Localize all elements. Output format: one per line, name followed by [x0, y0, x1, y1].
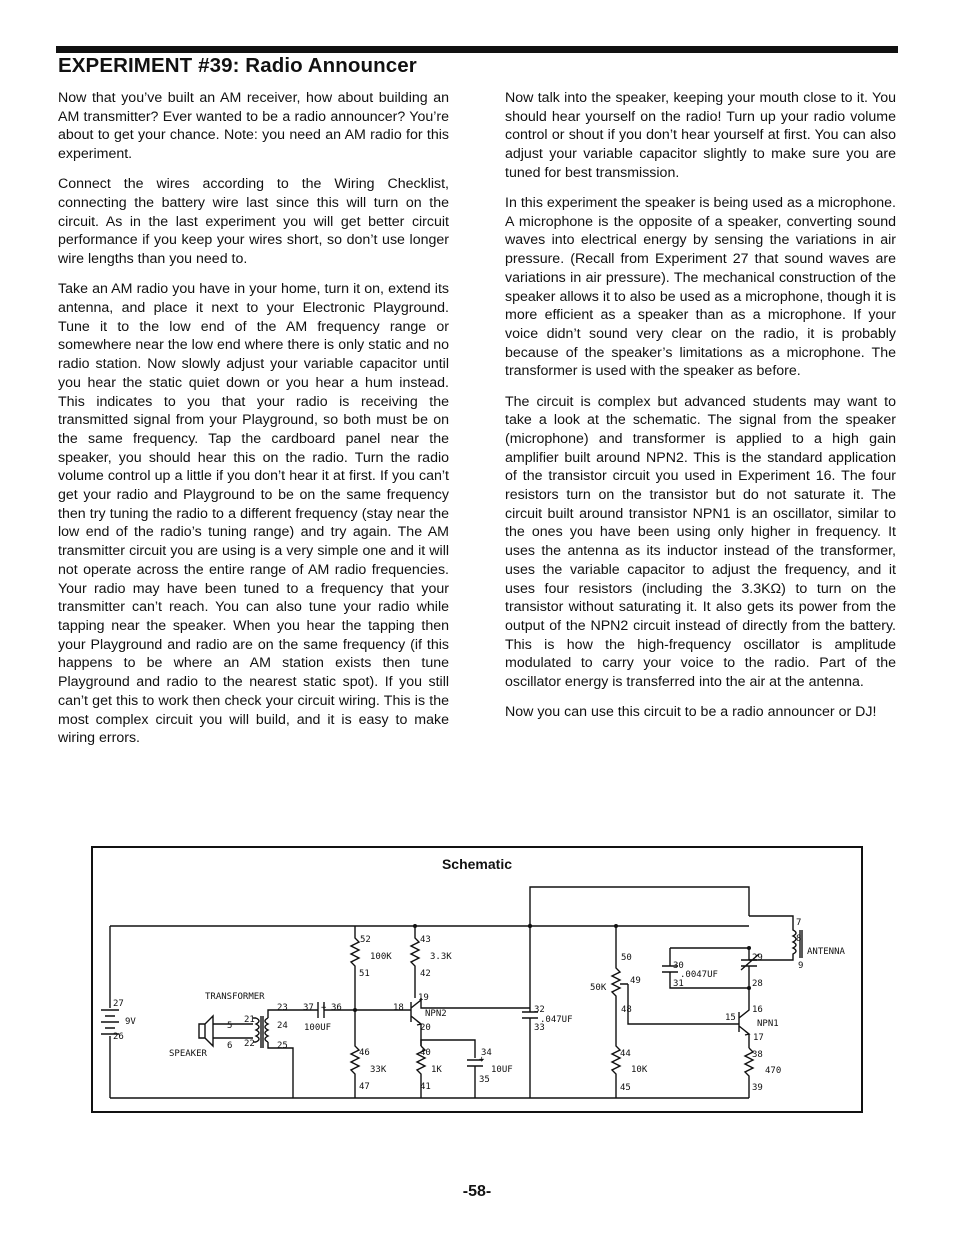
- paragraph: In this experiment the speaker is being used as a microphone. A microphone is the opposite of a speaker, converting sound waves into electrical energy by sensing the variations in air pressure. (Recall from Experiment 27 that sound waves are variations in air pressure). The mechanical construction of the speaker allows it to also be used as a microphone, though it is more efficient as a speaker than as a microphone. If your voice didn’t sound very clear on the radio, it is probably because of the speaker’s limitations as a microphone. The transformer is used with the speaker as before.: [505, 195, 896, 380]
- label: 27: [113, 999, 124, 1009]
- label: 42: [420, 969, 431, 979]
- label: 45: [620, 1083, 631, 1093]
- label: 10K: [631, 1065, 648, 1075]
- resistor-r44: [612, 1024, 620, 1098]
- label: 46: [359, 1048, 370, 1058]
- antenna-label: ANTENNA: [807, 947, 845, 957]
- resistor-r46: [351, 1010, 359, 1098]
- label: 5: [227, 1021, 233, 1031]
- transformer-icon: [256, 1016, 268, 1048]
- label: 19: [418, 993, 429, 1003]
- paragraph: Now that you’ve built an AM receiver, how about building an AM transmitter? Ever wanted to be a radio announcer? You’re about to get your chance. Note: you need an AM radio for this experiment.: [58, 90, 449, 163]
- schematic-diagram: [93, 848, 861, 1111]
- speaker-label: SPEAKER: [169, 1049, 207, 1059]
- label: 38: [752, 1050, 763, 1060]
- speaker-icon: [199, 1016, 213, 1046]
- label: 22: [244, 1039, 255, 1049]
- label: 50K: [590, 983, 607, 993]
- right-column: [505, 89, 896, 734]
- label: 100K: [370, 952, 392, 962]
- label: 9V: [125, 1017, 136, 1027]
- label: 37: [303, 1003, 314, 1013]
- label: 17: [753, 1033, 764, 1043]
- label: 7: [796, 918, 802, 928]
- label: +: [479, 1055, 485, 1065]
- label: 1K: [431, 1065, 442, 1075]
- junction-dot: [413, 924, 417, 928]
- label: 49: [630, 976, 641, 986]
- paragraph: Take an AM radio you have in your home, turn it on, extend its antenna, and place it next to your Electronic Playground. Tune it to the low end of the AM frequency range or somewhere near the low end where there is only static and no radio station. Now slowly adjust your variable capacitor until you hear the static quiet down or you hear a hum instead. This indicates to you that your radio is receiving the transmitted signal from your Playground, so both must be on the same frequency. Tap the cardboard panel near the speaker, you should hear this on the radio. Turn the radio volume control up a little if you don’t hear it at first. If you can’t get your radio and Playground to be on the same frequency then try tuning the radio to a different frequency (stay near the low end of the radio’s tuning range) and try again. The AM transmitter circuit you are using is a very simple one and it will not operate across the entire range of AM radio frequencies. Your radio may have been tuned to a frequency that your transmitter can’t reach. You can also tune your radio while tapping near the speaker. When you hear the tapping then your Playground and radio are on the same frequency (if this happens to be where an AM station exists then tune Playground and radio to the nearest static spot). If you still can’t get this to work then check your circuit wiring. This is the most complex circuit you will build, and it is easy to make wiring errors.: [58, 281, 449, 747]
- label: 32: [534, 1005, 545, 1015]
- schematic-title: Schematic: [441, 856, 513, 872]
- label: 470: [765, 1066, 782, 1076]
- junction-dot: [528, 924, 532, 928]
- paragraph: Now you can use this circuit to be a radio announcer or DJ!: [505, 704, 877, 721]
- label: 3.3K: [430, 952, 452, 962]
- label: 16: [752, 1005, 763, 1015]
- npn1-symbol: [739, 1008, 749, 1048]
- label: .0047UF: [680, 970, 718, 980]
- label: NPN1: [757, 1019, 779, 1029]
- label: 33: [534, 1023, 545, 1033]
- label: 48: [621, 1005, 632, 1015]
- page-number: -58-: [462, 1183, 492, 1200]
- upper-rail: [530, 887, 749, 926]
- label: 18: [393, 1003, 404, 1013]
- label: 39: [752, 1083, 763, 1093]
- page-title: EXPERIMENT #39: Radio Announcer: [58, 54, 417, 77]
- label: .047UF: [540, 1015, 573, 1025]
- label: 47: [359, 1082, 370, 1092]
- label: 41: [420, 1082, 431, 1092]
- pot-wiper: [628, 984, 739, 1024]
- junction-dot: [614, 924, 618, 928]
- label: 21: [244, 1015, 255, 1025]
- label: 30: [673, 961, 684, 971]
- label: 10UF: [491, 1065, 513, 1075]
- label: 20: [420, 1023, 431, 1033]
- label: 34: [481, 1048, 492, 1058]
- junction-dot: [747, 986, 751, 990]
- label: 26: [113, 1032, 124, 1042]
- label: 51: [359, 969, 370, 979]
- battery-icon: [101, 1010, 119, 1034]
- label: +: [321, 1003, 327, 1013]
- schematic-figure: [91, 846, 863, 1113]
- transformer-label: TRANSFORMER: [205, 992, 265, 1002]
- label: NPN2: [425, 1009, 447, 1019]
- label: 6: [227, 1041, 233, 1051]
- top-rule: [56, 46, 898, 53]
- label: 44: [620, 1049, 631, 1059]
- left-column: [58, 89, 449, 759]
- label: 24: [277, 1021, 288, 1031]
- label: 35: [479, 1075, 490, 1085]
- label: 52: [360, 935, 371, 945]
- paragraph: Connect the wires according to the Wiring Checklist, connecting the battery wire last since this will turn on the circuit. As in the last experiment you will get better circuit performance if you keep your wires short, so don’t use longer wire lengths than you need to.: [58, 176, 449, 268]
- resistor-r43: [411, 926, 419, 998]
- label: 50: [621, 953, 632, 963]
- label: 31: [673, 979, 684, 989]
- paragraph: The circuit is complex but advanced students may want to take a look at the schematic. The signal from the speaker (microphone) and transformer is applied to a high gain amplifier built around NPN2. This is the standard application of the transistor circuit you used in Experiment 16. The four resistors turn on the transistor but do not saturate it. The circuit built around transistor NPN1 is an oscillator, similar to the ones you have been using only higher in frequency. It uses the antenna as its inductor instead of the transformer, uses the variable capacitor to adjust the frequency, and it uses four resistors (including the 3.3KΩ) to turn on the transistor without saturating it. It also gets its power from the output of the NPN2 circuit instead of directly from the battery. This is how the high-frequency oscillator is amplitude modulated to carry your voice to the radio. Part of the oscillator energy is transferred into the air at the antenna.: [505, 393, 896, 691]
- resistor-r52: [351, 926, 359, 1010]
- npn2-collector-link: [421, 998, 530, 1008]
- speaker-wires: [213, 1024, 253, 1038]
- label: 36: [331, 1003, 342, 1013]
- junction-dot: [747, 946, 751, 950]
- label: 29: [752, 953, 763, 963]
- label: 33K: [370, 1065, 387, 1075]
- junction-dot: [353, 1008, 357, 1012]
- paragraph: Now talk into the speaker, keeping your mouth close to it. You should hear yourself on the radio! Turn up your radio volume control or shout if you don’t hear yourself at first. You can also adjust your variable capacitor slightly to make sure you are tuned for best transmission.: [505, 90, 896, 181]
- label: 25: [277, 1041, 288, 1051]
- label: 9: [798, 961, 804, 971]
- label: 15: [725, 1013, 736, 1023]
- npn2-symbol: [411, 998, 421, 1046]
- label: 40: [420, 1048, 431, 1058]
- label: 8: [796, 934, 802, 944]
- label: 100UF: [304, 1023, 332, 1033]
- label: 28: [752, 979, 763, 989]
- label: 23: [277, 1003, 288, 1013]
- label: 43: [420, 935, 431, 945]
